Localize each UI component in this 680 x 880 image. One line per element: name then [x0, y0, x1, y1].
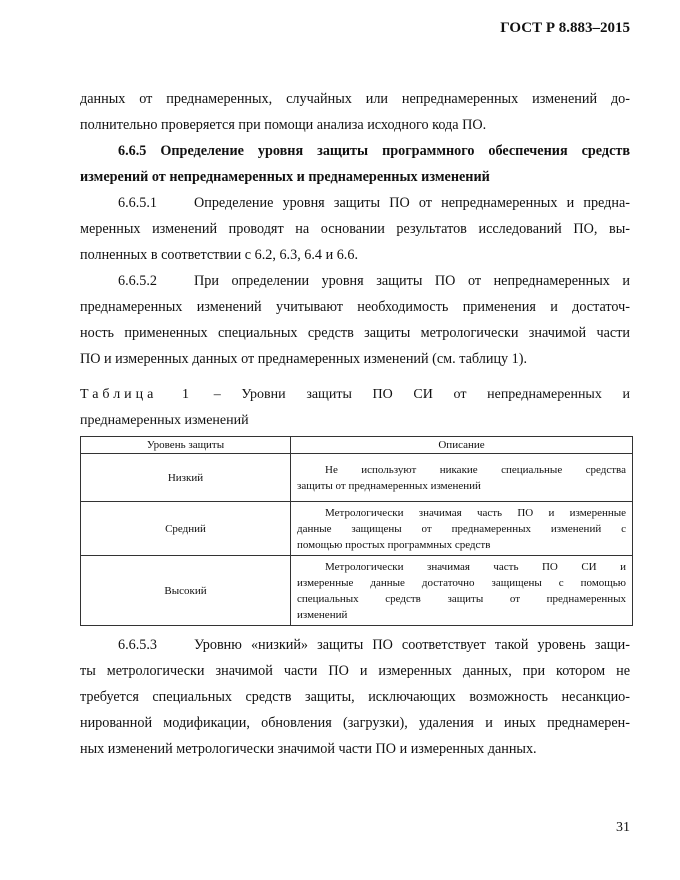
text-line: меренных изменений проводят на основании результатов исследований ПО, вы-: [80, 221, 630, 237]
clause-first-line: Определение уровня защиты ПО от непреднамеренных и предна-: [194, 195, 630, 211]
desc-line: данные защищены от преднамеренных изменений с: [297, 522, 626, 535]
desc-line: специальных средств защиты от преднамеренных: [297, 592, 626, 605]
clause-number: 6.6.5.2: [118, 273, 158, 289]
table-header-row: [81, 437, 633, 454]
level-cell: Высокий: [81, 556, 291, 626]
document-code: ГОСТ Р 8.883–2015: [500, 20, 630, 36]
text-line: [80, 190, 630, 216]
clause-6-6-5-1: [80, 190, 630, 268]
table-row: [81, 454, 633, 502]
clause-number: 6.6.5.3: [118, 637, 158, 653]
desc-line: защиты от преднамеренных изменений: [297, 479, 481, 492]
heading-line: измерений от непреднамеренных и преднамеренных изменений: [80, 169, 490, 185]
text-line: ты метрологически значимой части ПО и измеренных данных, при котором не: [80, 663, 630, 679]
clause-6-6-5-3: [80, 632, 630, 762]
table-row: [81, 502, 633, 556]
column-header-level: Уровень защиты: [81, 437, 291, 454]
table-title: – Уровни защиты ПО СИ от непреднамеренных и: [213, 387, 630, 402]
desc-line: помощью простых программных средств: [297, 538, 491, 551]
caption-line: преднамеренных изменений: [80, 413, 249, 428]
text-line: требуется специальных средств защиты, исключающих возможность несанкцио-: [80, 689, 630, 705]
level-cell: Низкий: [81, 454, 291, 502]
text-line: [80, 268, 630, 294]
text-line: ных изменений метрологически значимой части ПО и измеренных данных.: [80, 741, 537, 757]
table-caption: [80, 382, 630, 434]
text-line: ПО и измеренных данных от преднамеренных изменений (см. таблицу 1).: [80, 351, 528, 367]
section-heading-6-6-5: [80, 138, 630, 190]
text-line: данных от преднамеренных, случайных или непреднамеренных изменений до-: [80, 91, 630, 107]
text-line: нированной модификации, обновления (загрузки), удаления и иных преднамерен-: [80, 715, 630, 731]
clause-first-line: При определении уровня защиты ПО от непреднамеренных и: [194, 273, 630, 289]
desc-line: Метрологически значимая часть ПО СИ и: [325, 560, 626, 573]
table-label: Таблица 1: [80, 387, 194, 402]
column-header-description: Описание: [291, 437, 633, 454]
description-cell: [291, 502, 633, 556]
caption-line: [80, 382, 630, 408]
table-row: [81, 556, 633, 626]
description-cell: [291, 454, 633, 502]
text-line: полненных в соответствии с 6.2, 6.3, 6.4 и 6.6.: [80, 247, 358, 263]
clause-first-line: Уровню «низкий» защиты ПО соответствует такой уровень защи-: [194, 637, 630, 653]
body-text: [80, 86, 630, 762]
intro-paragraph: [80, 86, 630, 138]
protection-levels-table: [80, 436, 633, 626]
clause-number: 6.6.5.1: [118, 195, 158, 211]
level-cell: Средний: [81, 502, 291, 556]
text-line: полнительно проверяется при помощи анализа исходного кода ПО.: [80, 117, 487, 133]
desc-line: изменений: [297, 608, 348, 621]
description-cell: [291, 556, 633, 626]
page-number: 31: [616, 820, 630, 835]
text-line: ность примененных специальных средств защиты метрологически значимой части: [80, 325, 630, 341]
text-line: [80, 632, 630, 658]
heading-line: 6.6.5 Определение уровня защиты программного обеспечения средств: [118, 143, 630, 159]
desc-line: измеренные данные достаточно защищены с помощью: [297, 576, 626, 589]
clause-6-6-5-2: [80, 268, 630, 372]
desc-line: Не используют никакие специальные средства: [325, 463, 626, 476]
text-line: преднамеренных изменений учитывают необходимость применения и достаточ-: [80, 299, 630, 315]
desc-line: Метрологически значимая часть ПО и измеренные: [325, 506, 626, 519]
